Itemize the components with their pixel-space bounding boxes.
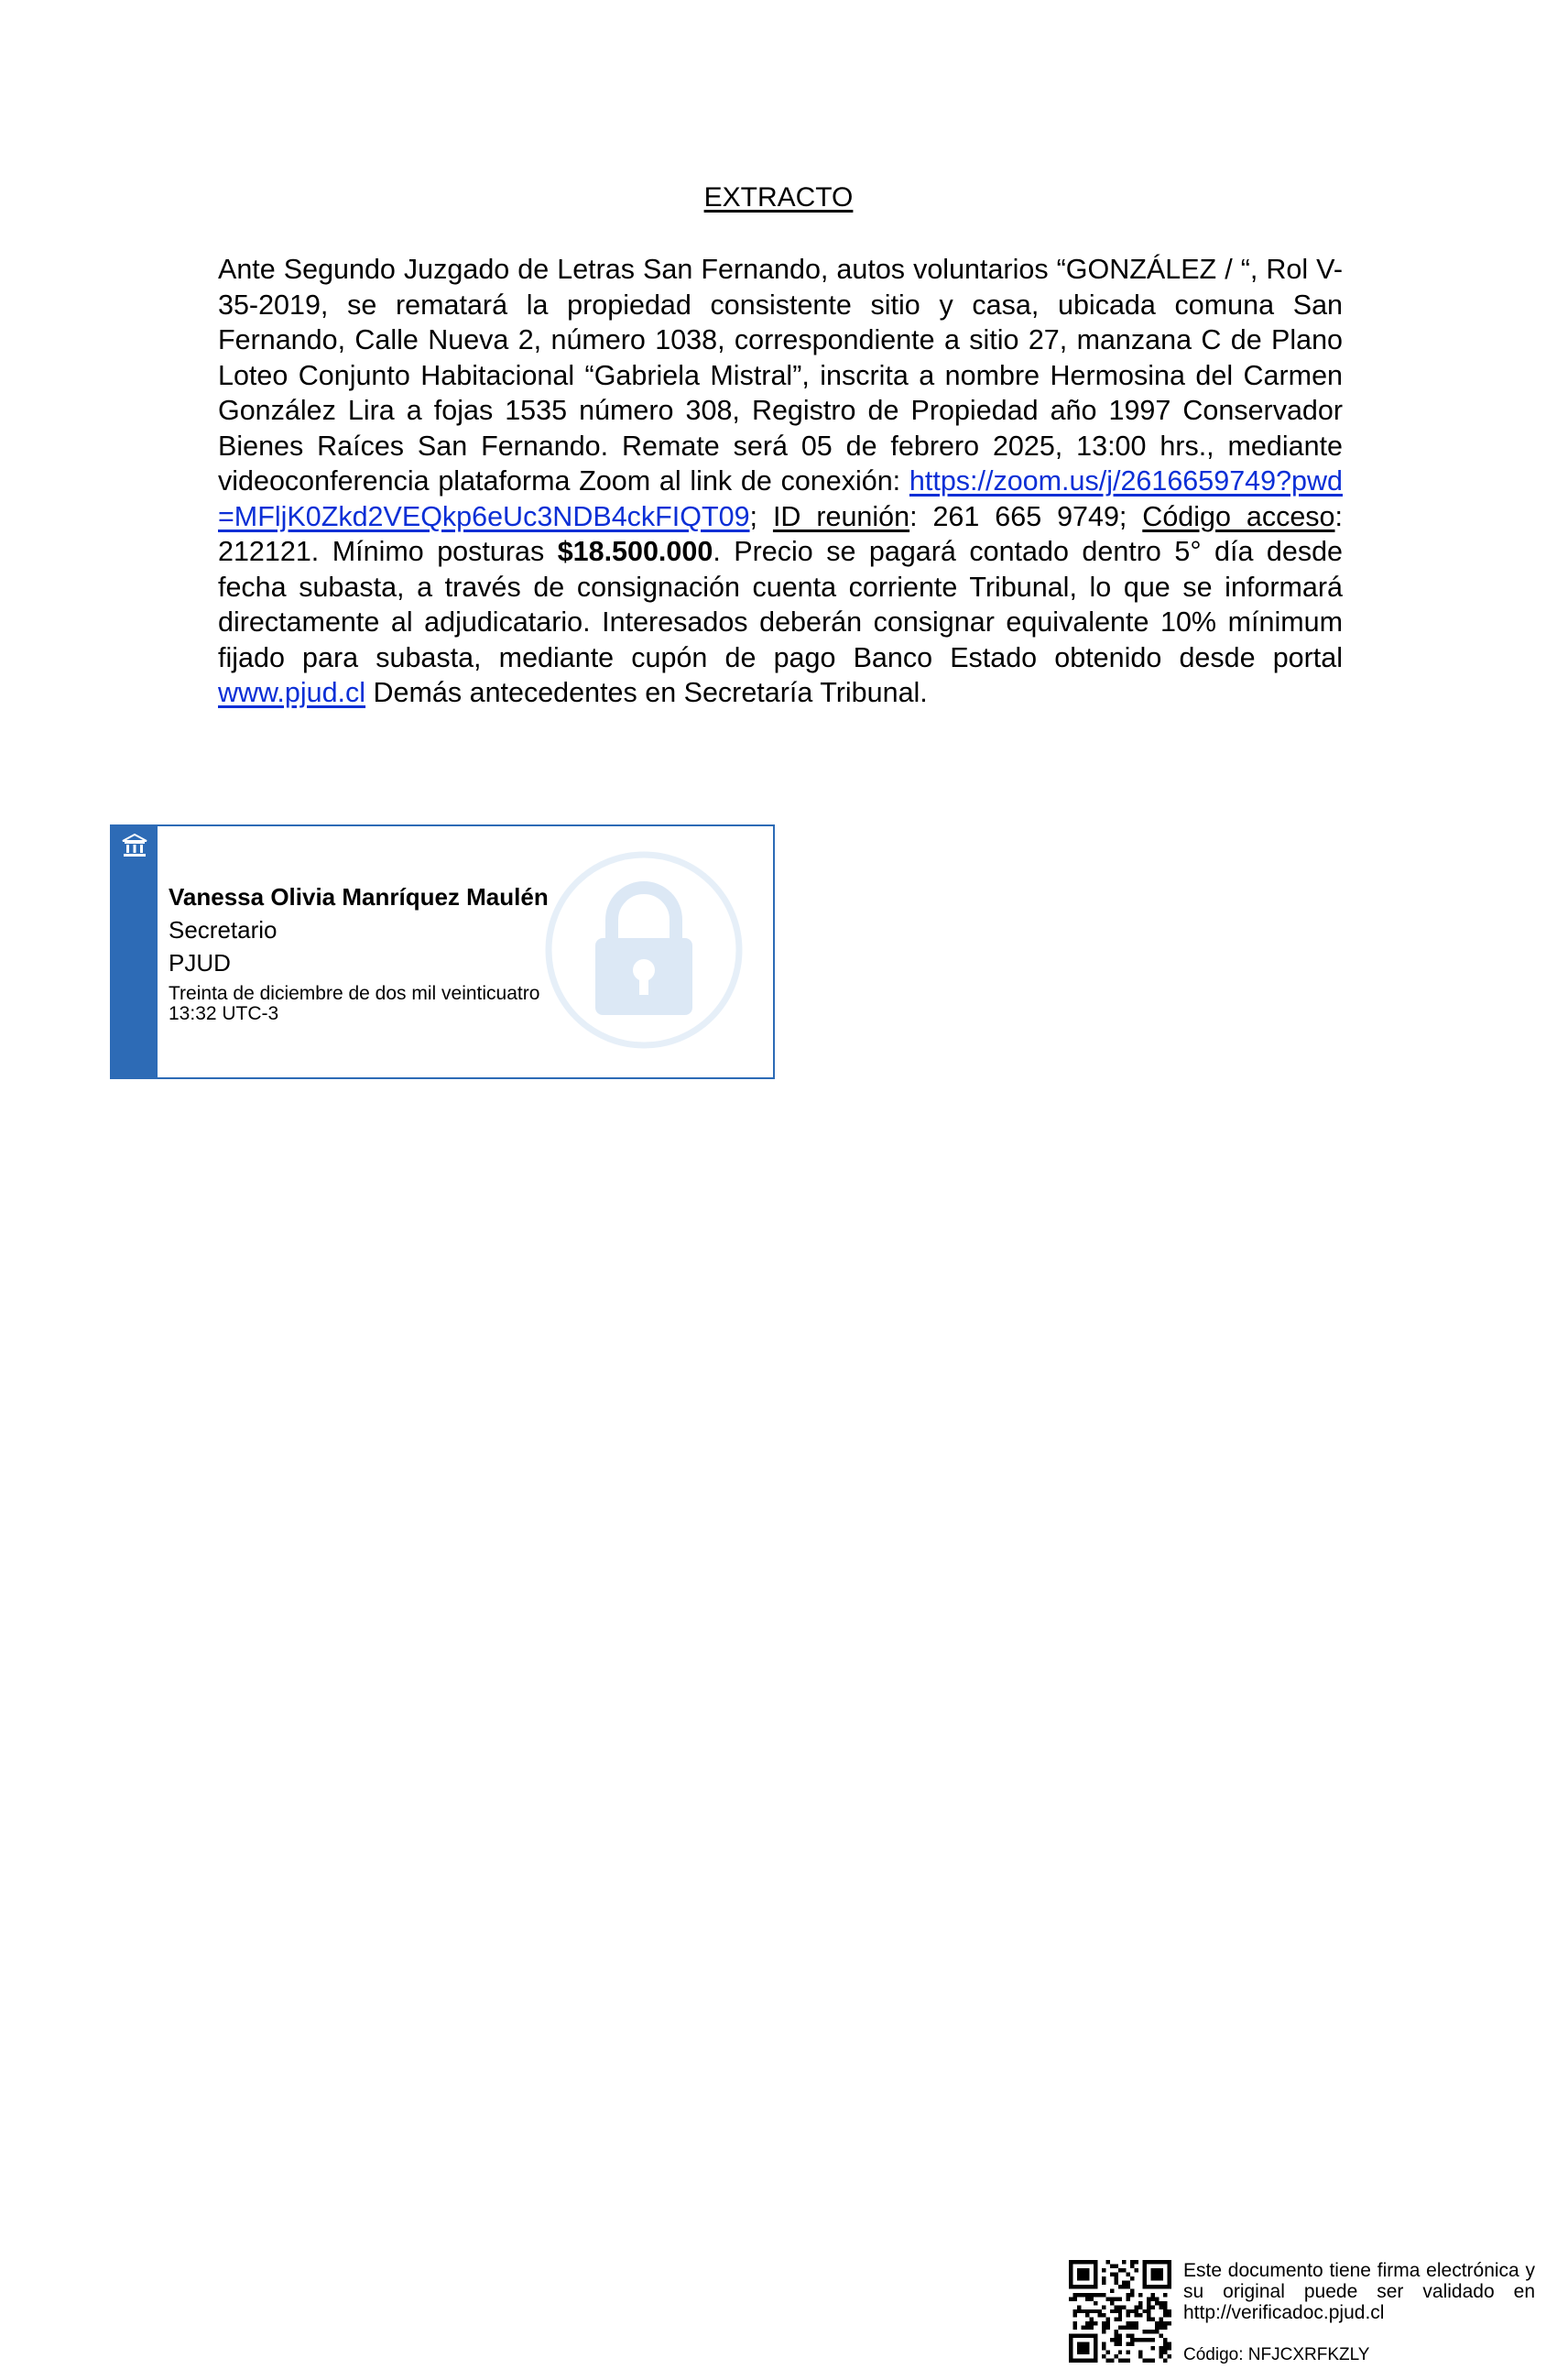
minimum-bid: $18.500.000 <box>557 536 713 567</box>
signer-organization: PJUD <box>169 949 231 977</box>
document-title: EXTRACTO <box>703 182 854 213</box>
signature-date-line-2: 13:32 UTC-3 <box>169 1003 279 1024</box>
signature-box <box>110 824 775 1079</box>
courthouse-icon <box>122 834 147 857</box>
verification-code: Código: NFJCXRFKZLY <box>1183 2345 1370 2364</box>
signature-date-line-1: Treinta de diciembre de dos mil veinticuatro <box>169 983 540 1004</box>
body-separator: ; <box>749 500 773 532</box>
signer-role: Secretario <box>169 916 278 944</box>
body-text-part-3: Demás antecedentes en Secretaría Tribunal. <box>365 677 928 708</box>
access-code-label: Código acceso <box>1142 500 1335 532</box>
signer-name: Vanessa Olivia Manríquez Maulén <box>169 883 549 911</box>
body-text-part-1: Ante Segundo Juzgado de Letras San Fernando, autos voluntarios “GONZÁLEZ / “, Rol V-35-2019, se rematará la propiedad consistente sitio y casa, ubicada comuna San Fernando, Calle Nueva 2, número 1038, correspondiente a sitio 27, manzana C de Plano Loteo Conjunto Habitacional “Gabriela Mistral”, inscrita a nombre Hermosina del Carmen González Lira a fojas 1535 número 308, Registro de Propiedad año 1997 Conservador Bienes Raíces San Fernando. Remate será 05 de febrero 2025, 13:00 hrs., mediante videoconferencia plataforma Zoom al link de conexión: <box>218 254 1343 497</box>
lock-icon <box>542 848 746 1052</box>
signature-date <box>169 984 539 1024</box>
document-body <box>218 252 1343 711</box>
zoom-link[interactable]: https://zoom.us/j/2616659749?pwd=MFljK0Zkd2VEQkp6eUc3NDB4ckFIQT09 <box>218 465 1343 532</box>
qr-code <box>1069 2260 1171 2363</box>
verification-note: Este documento tiene firma electrónica y su original puede ser validado en http://verificadoc.pjud.cl <box>1183 2260 1535 2323</box>
body-text-part-2: . Precio se pagará contado dentro 5° día desde fecha subasta, a través de consignación cuenta corriente Tribunal, lo que se informará directamente al adjudicatario. Interesados deberán consignar equivalente 10% mínimum fijado para subasta, mediante cupón de pago Banco Estado obtenido desde portal <box>218 536 1343 673</box>
access-code-value: : 212121. Mínimo posturas <box>218 500 1343 567</box>
meeting-id-value: : 261 665 9749; <box>909 500 1143 532</box>
signature-side-bar <box>112 826 158 1077</box>
meeting-id-label: ID reunión <box>772 500 910 532</box>
portal-link[interactable]: www.pjud.cl <box>218 677 366 708</box>
